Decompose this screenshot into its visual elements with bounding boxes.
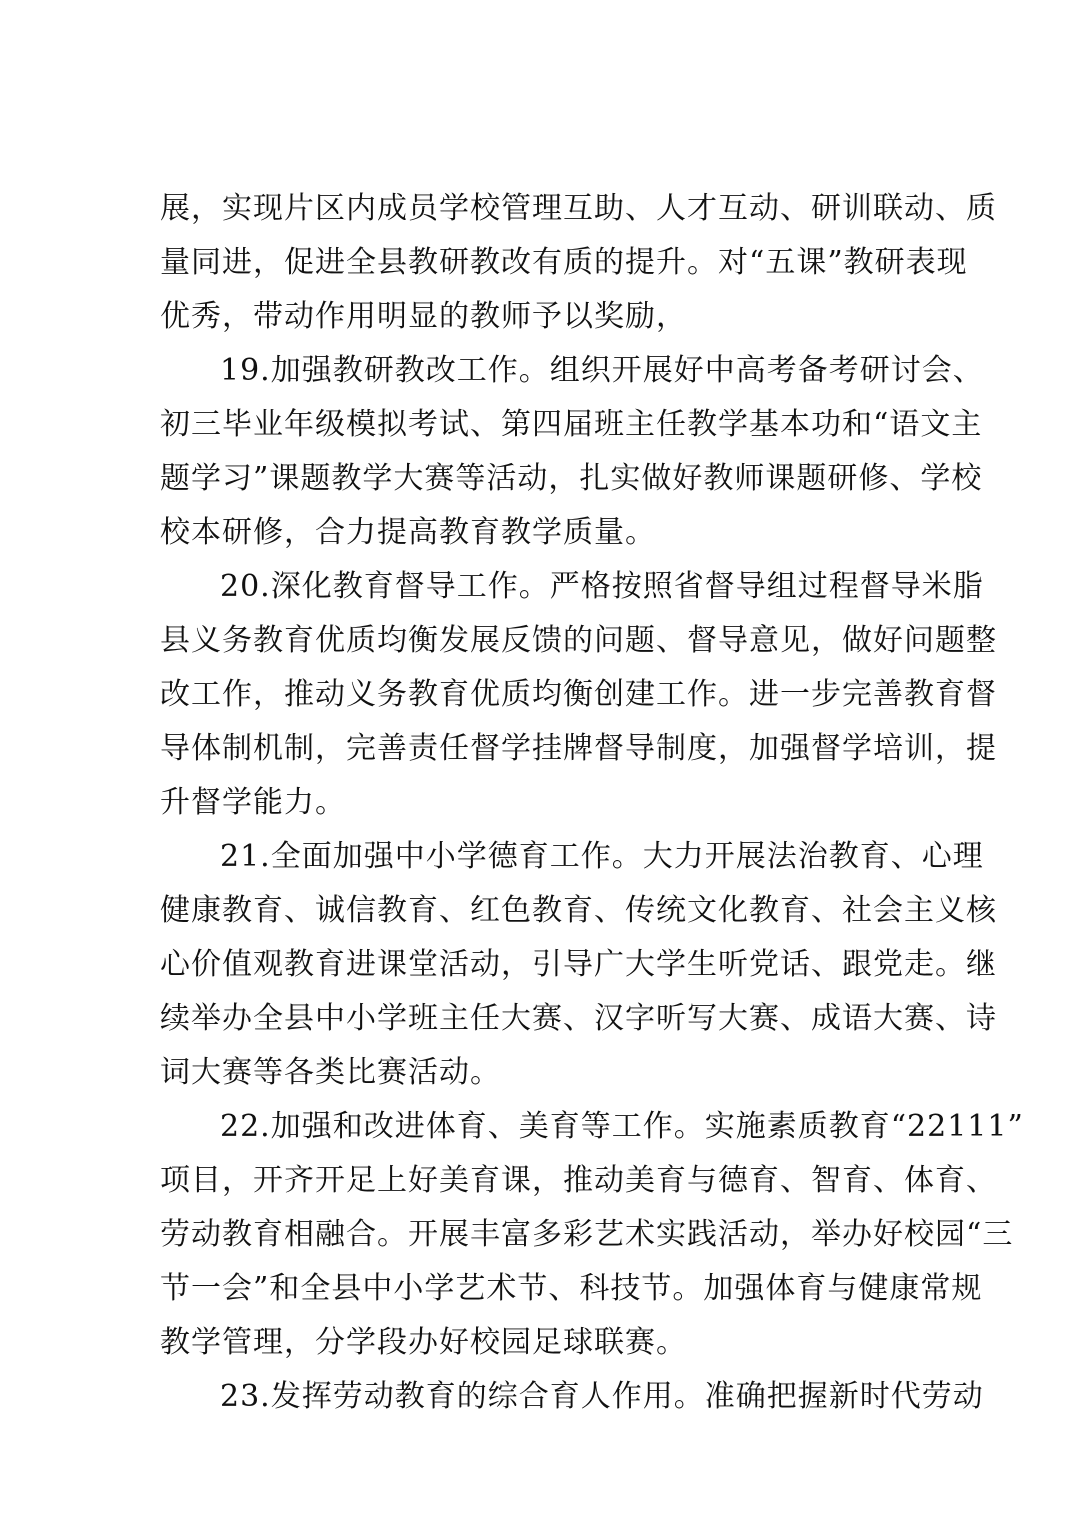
text-line: 县义务教育优质均衡发展反馈的问题、督导意见，做好问题整 [160,623,997,658]
paragraph-23 [160,1370,984,1424]
text-line: 健康教育、诚信教育、红色教育、传统文化教育、社会主义核 [160,893,997,928]
paragraph-continuation [160,182,997,344]
text-line: 升督学能力。 [160,785,346,820]
text-line: 续举办全县中小学班主任大赛、汉字听写大赛、成语大赛、诗 [160,1001,997,1036]
document-body [160,182,1024,1424]
text-line: 19.加强教研教改工作。组织开展好中高考备考研讨会、 [220,353,984,388]
text-line: 20.深化教育督导工作。严格按照省督导组过程督导米脂 [220,569,984,604]
paragraph-21 [160,830,997,1100]
text-line: 节一会”和全县中小学艺术节、科技节。加强体育与健康常规 [160,1271,983,1306]
text-line: 心价值观教育进课堂活动，引导广大学生听党话、跟党走。继 [160,947,997,982]
text-line: 题学习”课题教学大赛等活动，扎实做好教师课题研修、学校 [160,461,983,496]
text-line: 初三毕业年级模拟考试、第四届班主任教学基本功和“语文主 [160,407,983,442]
text-line: 量同进，促进全县教研教改有质的提升。对“五课”教研表现 [160,245,968,280]
text-line: 21.全面加强中小学德育工作。大力开展法治教育、心理 [220,839,984,874]
text-line: 词大赛等各类比赛活动。 [160,1055,501,1090]
text-line: 改工作，推动义务教育优质均衡创建工作。进一步完善教育督 [160,677,997,712]
text-line: 教学管理，分学段办好校园足球联赛。 [160,1325,687,1360]
text-line: 22.加强和改进体育、美育等工作。实施素质教育“22111” [220,1109,1024,1144]
text-line: 劳动教育相融合。开展丰富多彩艺术实践活动，举办好校园“三 [160,1217,1014,1252]
paragraph-22 [160,1100,1024,1370]
text-line: 优秀，带动作用明显的教师予以奖励， [160,299,687,334]
paragraph-19 [160,344,984,560]
paragraph-20 [160,560,997,830]
text-line: 校本研修，合力提高教育教学质量。 [160,515,656,550]
text-line: 23.发挥劳动教育的综合育人作用。准确把握新时代劳动 [220,1379,984,1414]
text-line: 导体制机制，完善责任督学挂牌督导制度，加强督学培训，提 [160,731,997,766]
text-line: 展，实现片区内成员学校管理互助、人才互动、研训联动、质 [160,191,997,226]
text-line: 项目，开齐开足上好美育课，推动美育与德育、智育、体育、 [160,1163,997,1198]
